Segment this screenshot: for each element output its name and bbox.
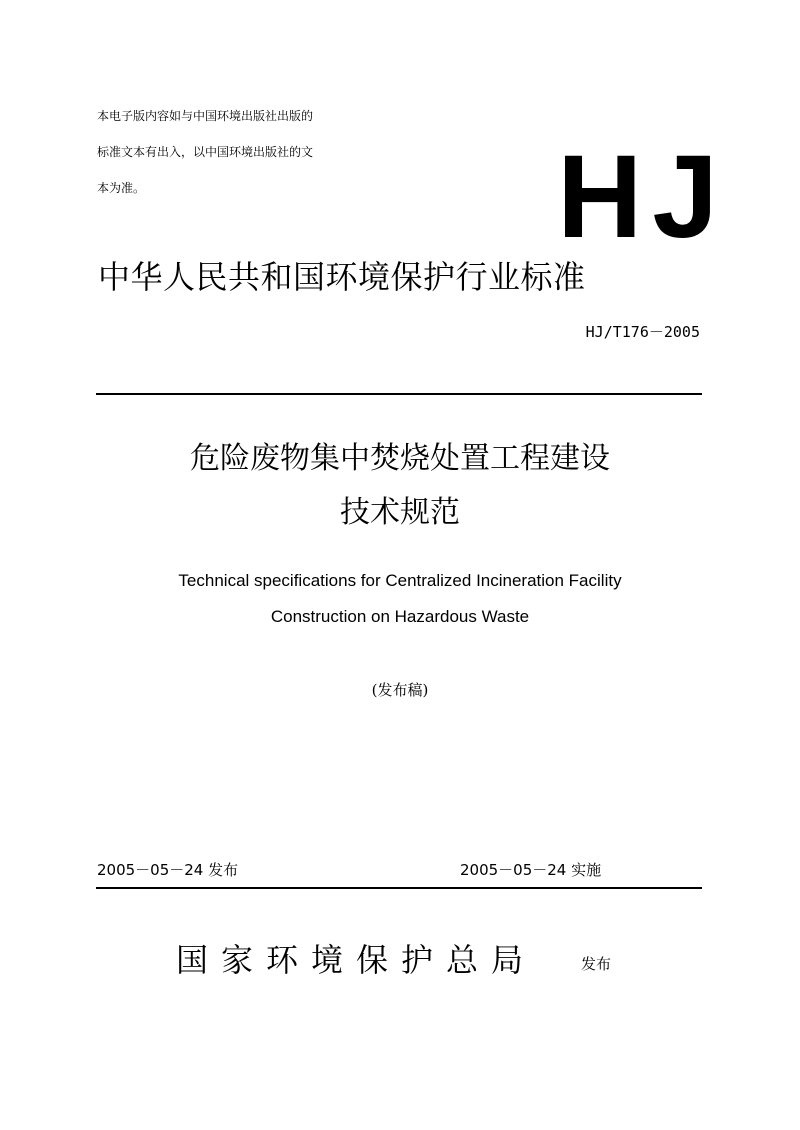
release-date: 2005－05－24 发布	[97, 861, 239, 879]
document-title-en-line1: Technical specifications for Centralized Incineration Facility	[178, 571, 622, 590]
document-title-cn-line2: 技术规范	[340, 495, 460, 530]
standard-number: HJ/T176－2005	[585, 323, 700, 341]
document-title-cn-line1: 危险废物集中焚烧处置工程建设	[190, 441, 610, 476]
disclaimer-line: 本电子版内容如与中国环境出版社出版的	[97, 109, 314, 123]
document-title-en-line2: Construction on Hazardous Waste	[270, 607, 530, 626]
bottom-divider	[96, 887, 702, 889]
top-divider	[96, 393, 702, 395]
industry-standard-title: 中华人民共和国环境保护行业标准	[98, 258, 586, 296]
disclaimer-line: 标准文本有出入，以中国环境出版社的文	[97, 145, 314, 159]
effective-date: 2005－05－24 实施	[460, 861, 602, 879]
disclaimer-line: 本为准。	[97, 181, 146, 195]
disclaimer-note	[97, 98, 437, 206]
draft-label: (发布稿)	[371, 681, 429, 699]
hj-standard-mark: HJ	[557, 131, 728, 263]
publisher-name: 国家环境保护总局	[176, 941, 537, 979]
publisher-suffix: 发布	[581, 955, 612, 973]
